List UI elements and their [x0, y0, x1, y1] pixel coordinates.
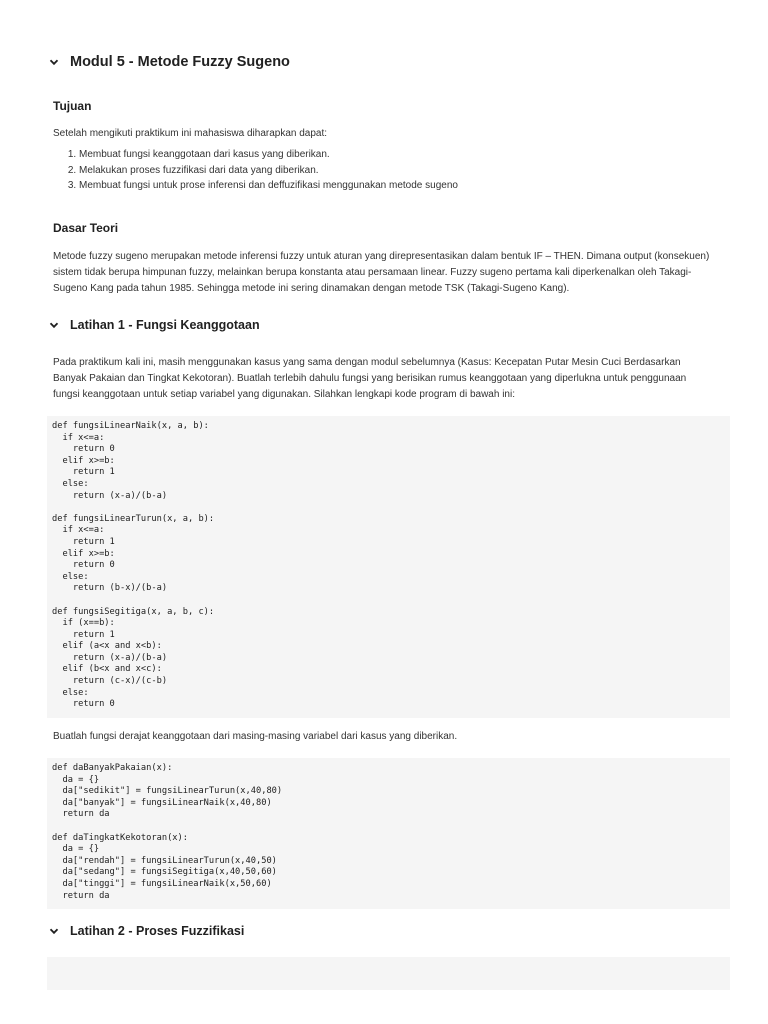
empty-code-cell[interactable] [47, 957, 730, 990]
section-latihan-2[interactable] [48, 924, 244, 938]
modul-title: Modul 5 - Metode Fuzzy Sugeno [70, 54, 290, 70]
latihan-1-text-2: Buatlah fungsi derajat keanggotaan dari masing-masing variabel dari kasus yang diberikan. [53, 731, 458, 742]
code-cell-degree-functions[interactable]: def daBanyakPakaian(x): da = {} da["sedikit"] = fungsiLinearTurun(x,40,80) da["banyak"] = fungsiLinearNaik(x,40,80) return da def daTingkatKekotoran(x): da = {} da["rendah"] = fungsiLinearTurun(x,40,50) da["sedang"] = fungsiSegitiga(x,40,50,60) da["tinggi"] = fungsiLinearNaik(x,50,60) return da [47, 758, 730, 909]
list-item: 3. Membuat fungsi untuk prose inferensi dan deffuzifikasi menggunakan metode sugeno [79, 178, 458, 194]
chevron-down-icon[interactable] [48, 56, 60, 68]
latihan-2-title: Latihan 2 - Proses Fuzzifikasi [70, 924, 245, 938]
section-modul-5[interactable] [48, 54, 290, 70]
latihan-1-text: Pada praktikum kali ini, masih menggunakan kasus yang sama dengan modul sebelumnya (Kasus: Kecepatan Putar Mesin Cuci Berdasarkan Banyak Pakaian dan Tingkat Kekotoran). Buatlah terlebih dahulu fungsi yang berisikan rumus keanggotaan yang diperlukna untuk penggunaan fungsi keanggotaan untuk setiap variabel yang digunakan. Silahkan lengkapi kode program di bawah ini: [53, 357, 687, 400]
dasar-teori-text: Metode fuzzy sugeno merupakan metode inferensi fuzzy untuk aturan yang direpresentasikan dalam bentuk IF – THEN. Dimana output (konsekuen) sistem tidak berupa himpunan fuzzy, melainkan berupa konstanta atau persamaan linear. Fuzzy sugeno pertama kali diperkenalkan oleh Takagi-Sugeno Kang pada tahun 1985. Sehingga metode ini sering dinamakan dengan metode TSK (Takagi-Sugeno Kang). [53, 251, 710, 294]
list-item: 1. Membuat fungsi keanggotaan dari kasus yang diberikan. [79, 147, 458, 163]
latihan-1-title: Latihan 1 - Fungsi Keanggotaan [70, 318, 260, 332]
dasar-teori-heading: Dasar Teori [53, 221, 119, 235]
tujuan-intro: Setelah mengikuti praktikum ini mahasiswa diharapkan dapat: [53, 128, 328, 139]
list-item: 2. Melakukan proses fuzzifikasi dari data yang diberikan. [79, 163, 458, 179]
section-latihan-1[interactable] [48, 318, 260, 332]
chevron-down-icon[interactable] [48, 925, 60, 937]
code-cell-membership-functions[interactable]: def fungsiLinearNaik(x, a, b): if x<=a: return 0 elif x>=b: return 1 else: return (x-a)/(b-a) def fungsiLinearTurun(x, a, b): if x<=a: return 1 elif x>=b: return 0 else: return (b-x)/(b-a) def fungsiSegitiga(x, a, b, c): if (x==b): return 1 elif (a<x and x<b): return (x-a)/(b-a) elif (b<x and x<c): return (c-x)/(c-b) else: return 0 [47, 416, 730, 718]
tujuan-heading: Tujuan [53, 99, 92, 113]
chevron-down-icon[interactable] [48, 319, 60, 331]
tujuan-list [53, 147, 458, 194]
